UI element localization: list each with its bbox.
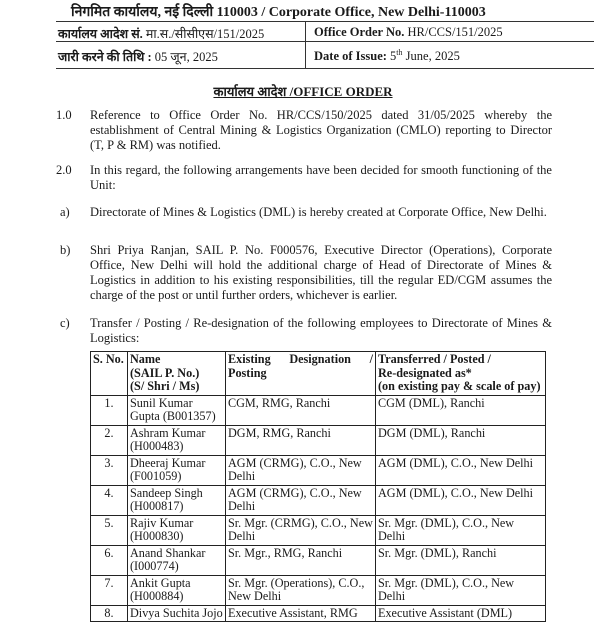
corporate-office-address: निगमित कार्यालय, नई दिल्ली 110003 / Corporate Office, New Delhi-110003 [71,5,486,20]
issue-date-english: Date of Issue: 5th June, 2025 [314,48,460,64]
row-new: Sr. Mgr. (DML), Ranchi [376,545,546,575]
document-title: कार्यालय आदेश /OFFICE ORDER [213,84,393,99]
row-sno: 6. [91,545,128,575]
item-b-label: b) [60,243,71,257]
row-name: Sunil Kumar Gupta (B001357) [128,395,226,425]
header-rule-bottom [56,68,594,69]
row-existing: Executive Assistant, RMG [226,605,376,622]
header-existing: Existing Designation / Posting [226,352,376,396]
row-name: Anand Shankar (I000774) [128,545,226,575]
row-new: AGM (DML), C.O., New Delhi [376,485,546,515]
row-existing: CGM, RMG, Ranchi [226,395,376,425]
item-c-text: Transfer / Posting / Re-designation of the following employees to Directorate of Mines & Logistics: [90,316,552,345]
row-existing: Sr. Mgr. (Operations), C.O., New Delhi [226,575,376,605]
row-new: Executive Assistant (DML) [376,605,546,622]
row-existing: AGM (CRMG), C.O., New Delhi [226,455,376,485]
row-new: Sr. Mgr. (DML), C.O., New Delhi [376,575,546,605]
row-existing: Sr. Mgr., RMG, Ranchi [226,545,376,575]
item-c-label: c) [60,316,70,330]
item-b-text: Shri Priya Ranjan, SAIL P. No. F000576, Executive Director (Operations), Corporate Office, New Delhi will hold the additional charge of Head of Directorate of Mines & Logistics in addition to his existing responsibilities, till the regular ED/CGM assumes the charge of the post or until further orders, whichever is earlier. [90,243,552,302]
para-2-number: 2.0 [56,163,72,177]
row-new: AGM (DML), C.O., New Delhi [376,455,546,485]
row-new: DGM (DML), Ranchi [376,425,546,455]
row-new: Sr. Mgr. (DML), C.O., New Delhi [376,515,546,545]
header-name: Name (SAIL P. No.) (S/ Shri / Ms) [128,352,226,396]
item-a-text: Directorate of Mines & Logistics (DML) is hereby created at Corporate Office, New Delhi. [90,205,547,219]
table-row [91,425,546,455]
header-transferred: Transferred / Posted / Re-designated as* (on existing pay & scale of pay) [376,352,546,396]
row-name: Ashram Kumar (H000483) [128,425,226,455]
issue-date-hindi: जारी करने की तिथि : 05 जून, 2025 [58,50,218,64]
para-2-text: In this regard, the following arrangements have been decided for smooth functioning of the Unit: [90,163,552,192]
row-sno: 5. [91,515,128,545]
table-row [91,605,546,622]
row-existing: AGM (CRMG), C.O., New Delhi [226,485,376,515]
row-name: Divya Suchita Jojo [128,605,226,622]
row-existing: Sr. Mgr. (CRMG), C.O., New Delhi [226,515,376,545]
para-1-text: Reference to Office Order No. HR/CCS/150/2025 dated 31/05/2025 whereby the establishment of Central Mining & Logistics Organization (CMLO) reporting to Director (T, P & RM) was notified. [90,108,552,152]
row-name: Ankit Gupta (H000884) [128,575,226,605]
row-name: Rajiv Kumar (H000830) [128,515,226,545]
row-sno: 8. [91,605,128,622]
row-new: CGM (DML), Ranchi [376,395,546,425]
table-row [91,395,546,425]
row-name: Sandeep Singh (H000817) [128,485,226,515]
row-sno: 7. [91,575,128,605]
row-sno: 3. [91,455,128,485]
table-row [91,575,546,605]
row-sno: 1. [91,395,128,425]
table-row [91,515,546,545]
row-name: Dheeraj Kumar (F001059) [128,455,226,485]
para-1-number: 1.0 [56,108,72,122]
table-row [91,455,546,485]
row-sno: 4. [91,485,128,515]
row-existing: DGM, RMG, Ranchi [226,425,376,455]
header-rule-top [56,21,594,22]
order-number-hindi: कार्यालय आदेश सं. मा.स./सीसीएस/151/2025 [58,27,265,41]
employee-transfer-table [90,351,546,622]
order-number-english: Office Order No. HR/CCS/151/2025 [314,25,503,39]
header-column-divider [305,21,306,69]
table-row [91,485,546,515]
header-sno: S. No. [91,352,128,396]
row-sno: 2. [91,425,128,455]
header-rule-middle [56,41,594,42]
table-header-row [91,352,546,396]
table-row [91,545,546,575]
item-a-label: a) [60,205,70,219]
